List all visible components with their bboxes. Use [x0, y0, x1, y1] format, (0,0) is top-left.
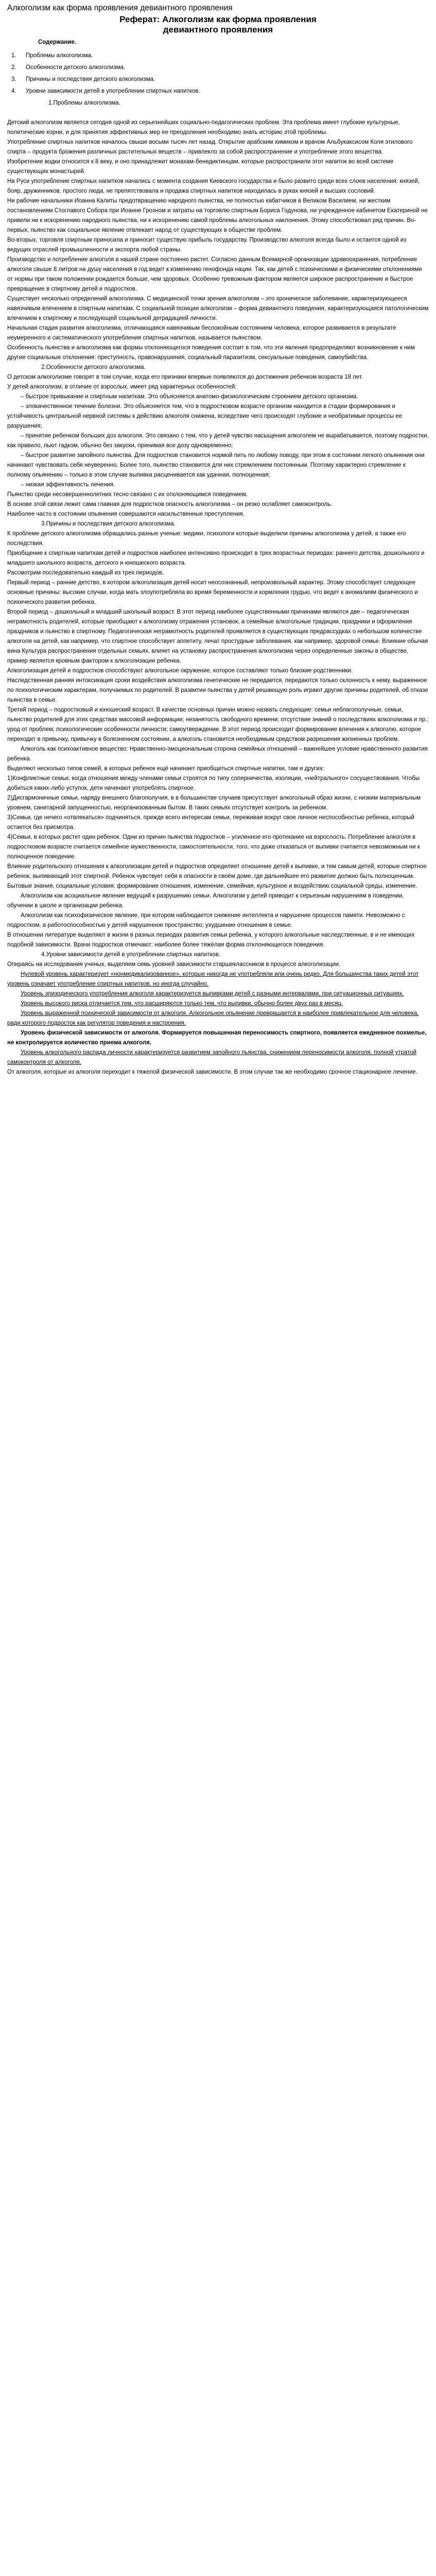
- list-item: 2)Дисгармоничные семьи, наряду внешнего благополучия, в в большинстве случаев присутствует алкогольный образ жизни, с низким материальным уровнем, санитарной запущенностью, неорганизованным бытом. В таких семьях отсутствует контроль за ребенком.: [7, 795, 421, 811]
- paragraph: Нулевой уровень характеризует «нонмедикализованное», которые никогда не употребляли или очень редко. Для большинства таких детей этот уровень означает употребление спиртных напитков, но иногда случайно.: [7, 971, 419, 987]
- paragraph: Уровень алкогольного распада личности характеризуется развитием запойного пьянства, снижением переносимости алкоголя, полной утратой самоконтроля от алкоголя.: [7, 1049, 417, 1065]
- paragraph: Наиболее часто в состоянии опьянения совершаются насильственные преступления.: [7, 511, 245, 517]
- list-item: 1)Конфликтные семьи, когда отношения между членами семьи строятся по типу соперничества, изоляции, «нейтрального» сосуществования. Чтобы добиться каких-либо уступок, дети начинают употреблять спиртное.: [7, 775, 420, 791]
- list-item: 4)Семьи, в которых растет один ребенок. Одни из причин пьянства подростков – усиленное его протекание на взрослость. Потребление алкоголя в подростковом возрасте считается семейное мужественности, самостоятельности, того, что даже отказаться от выпивки считается невозможным ни к полноценное поведение.: [7, 834, 420, 860]
- section-heading: 1.Проблемы алкоголизма.: [48, 100, 120, 106]
- paragraph: Третий период – подростковый и юношеский возраст. В качестве основных причин можно назвать следующие: семьи неблагополучные, семьи, пьянство родителей для этих средствах массовой информации; незанятость свободного времени; отсутствие знаний о последствиях алкоголизма и пр.; урод от проблем; психологические особенности личности; самоутверждение. В этот период происходит формирование влечения к алкоголю, которое переходит в привычку, привычку в болезненном состоянии, а алкоголь становится необходимым средством разрешения жизненных проблем.: [7, 707, 429, 742]
- list-item: – низкая эффективность лечения.: [21, 482, 115, 488]
- paragraph: Существует несколько определений алкоголизма. С медицинской точки зрения алкоголизм – это хроническое заболевание, характеризующееся навязчивым влечением в спиртным напиткам. С социальной позиции алкоголизм – форма девиантного поведения, характеризующаяся патологическим влечением к спиртному и последующей социальной деградацией личности.: [7, 296, 429, 321]
- list-item: 3)Семьи, где нечего «отвлекаться» подчиняться, прежде всего интересам семьи, переживая вокруг свое личное неспособностью ребенка, который остается без присмотра.: [7, 815, 414, 831]
- paragraph: Алкоголизм как асоциальное явление ведущий к разрушению семьи. Алкоголизм у детей приводит к серьезным нарушениям в поведении, обучении в школе и организации ребенка.: [7, 893, 404, 909]
- paragraph: Детский алкоголизм является сегодня одной из серьезнейших социально-педагогических проблем. Эта проблема имеет глубокие культурные, политические корни, и для принятия эффективных мер ее преодоления необходимо знать историю этой проблемы.: [7, 120, 400, 135]
- toc-item-text: Уровни зависимости детей в употреблении спиртных напитков.: [26, 88, 200, 94]
- main-title: [7, 14, 429, 35]
- list-item: – принятие ребенком больших доз алкоголя. Это связано с тем, что у детей чувство насыщения алкоголем не вырабатывается, поэтому подростки, как правило, пьют гадком, обычно без закуски, принимая все дозу одновременно;: [7, 433, 429, 449]
- toc-heading: Содержание.: [38, 39, 77, 45]
- toc-item: [7, 86, 429, 97]
- section-heading: 3.Причины и последствия детского алкоголизма.: [41, 521, 176, 527]
- paragraph: Пьянство среди несовершеннолетних тесно связано с их отклоняющимся поведением.: [7, 492, 248, 498]
- paragraph: Изобретение водки относится к 8 веку, и оно принадлежит монахам-бенедиктинцам, которые распространили этот напиток во всей системе существующих монастырей.: [7, 159, 394, 175]
- paragraph: К проблеме детского алкоголизма обращались разные ученые: медики, психологи которые выделили причины алкоголизма у детей, а также его последствия.: [7, 531, 406, 547]
- list-item: – злокачественное течение болезни. Это объясняется тем, что в подростковом возрасте организм находится в стадии формирования и устойчивость центральной нервной системы к действию алкоголя снижена, вследствие чего происходят глубокие и необратимые процессы ее разрушения;: [7, 403, 403, 429]
- paragraph: Влияние родительского отношения к алкоголизации детей и подростков определяет отношение детей к выпивке, и тем самым детей, которые спиртное ребенок, выпивающий этот спиртной. Ребенок чувствует себя в опасности в своём доме, где дальнейшее его развитие должно быть полноценным.: [7, 863, 427, 879]
- paragraph: Уровень эпизодического употребления алкоголя характеризуется выпивками детей с разными интервалами, при ситуационных ситуациях.: [21, 991, 404, 997]
- paragraph: В основе этой связи лежит сама главная для подростков опасность алкоголизма – он резко ослабляет самоконтроль.: [7, 501, 333, 507]
- toc-item-text: Особенности детского алкоголизма.: [26, 64, 126, 71]
- paragraph: О детском алкоголизме говорят в том случае, когда его признаки впервые появляются до достижения ребенком возраста 18 лет.: [7, 374, 363, 380]
- toc-item-number: 1.: [11, 53, 16, 59]
- table-of-contents: [7, 50, 429, 97]
- document-tab-title: Алкоголизм как форма проявления девиантного проявления: [7, 4, 233, 12]
- paragraph: Особенность пьянства и алкоголизма как формы отклоняющегося поведения состоит в том, что эти явления предопределяют возникновение к ним другие социальные отклонения: преступность, правонарушения, социальный паразитизм, сексуальные поведения, самоубийства.: [7, 345, 415, 361]
- toc-item: [7, 62, 429, 74]
- paragraph: Алкоголизация детей и подростков способствуют алкогольное окружение, которое составляют только близкие родственники.: [7, 668, 353, 674]
- paragraph: Ни рабочие начальники Иоанна Калиты предотвращению народного пьянства, не полностью кабатчиков в Великом Василием, ни жестким постановлениям Стоглавого Собора при Иоанне Грозном и затраты на торговлю спиртным Бориса Годунова, ни учрежденное кабинетом Екатериной не привели ни к искоренению народного пьянства, ни к искоренению самой проблемы алкогольных наклонения. Этому способствовал ряд причин. Во-первых, пьянство как социальное явление отвлекает народ от существующих в обществе проблем.: [7, 198, 428, 233]
- paragraph: На Руси употребление спиртных напитков начались с момента создания Киевского государства и было развито среди всех слоев населения: князей, бояр, дружинников, простого люда, не препятствовала и продажа спиртных напитков находилась в руках князей и высших сословий.: [7, 178, 420, 194]
- paragraph: От алкоголя, которые из алкоголя переходит к тяжелой физической зависимости. В этом случае так же необходимо срочное стационарное лечение.: [7, 1069, 417, 1075]
- section-heading: 2.Особенности детского алкоголизма.: [41, 364, 146, 370]
- section-heading: 4.Уровни зависимости детей в употреблении спиртных напитков.: [41, 952, 221, 958]
- paragraph: Во-вторых, торговля спиртным приносила и приносит существую прибыль государству. Производство алкоголя всегда было и остается одной из ведущих отраслей промышленности и экспорта любой страны.: [7, 237, 407, 253]
- toc-item: [7, 74, 429, 86]
- paragraph: Выделяют несколько типов семей, в которых ребенок ещё начинает приобщиться спиртные напитки, там и других:: [7, 766, 324, 772]
- main-title-line-2: девиантного проявления: [163, 25, 273, 35]
- paragraph: Алкоголь как психоактивное вещество: Нравственно-эмоциональным сторона семейных отношений – важнейшее условие нравственного развития ребенка.: [7, 746, 428, 762]
- list-item: – быстрое развитие запойного пьянства. Для подростков становится нормой пить по любому поводу, при этом в состоянии легкого опьянения они начинают чувствовать себя неуверенно. Более того, пьянство становится для них стремлением постоянным. Поэтому характерно стремление к полному опьянению – только в этом случае выпивка расценивается как удачная, полноценная;: [7, 452, 425, 478]
- paragraph: Уровень высокого риска отличается тем, что расширяются только тем, что выпивки, обычно более двух раз в месяц.: [21, 1001, 343, 1007]
- paragraph: Производство и потребление алкоголя в нашей стране постоянно растет. Согласно данным Всемирной организации здравоохранения, потребление алкоголя свыше 8 литров на душу населения в год ведет к изменению генофонда нации. Так, как детей с психическими и физическими отклонениями от нормы при таком положении рождается больше, чем здоровых. Особенно тревожным фактором является широкое распространение и быстрое превращение в спиртному детей и подростков.: [7, 257, 422, 292]
- paragraph: Рассмотрим последовательно каждый из трех периодов.: [7, 570, 164, 576]
- list-item: – быстрое привыкание и спиртным напиткам. Это объясняется анатомо-физиологическим строением детского организма.: [21, 394, 358, 400]
- toc-item: [7, 50, 429, 62]
- paragraph: Бытовые знания, социальные условия: формирование отношения, изменение, семейная, культурное и воздействию социальной среды, изменение.: [7, 883, 417, 889]
- paragraph: У детей алкоголизм, в отличие от взрослых, имеет ряд характерных особенностей:: [7, 384, 237, 390]
- toc-item-number: 4.: [11, 88, 16, 94]
- paragraph: Первый период – ранние детство, в котором алкоголизация детей носит неосознанный, непроизвольный характер. Этому способствует следующее основные причины: высокие случаи, когда мать злоупотребляла во время беременности и кормления грудью, что ведет к аномалиям физического и психического развития ребенка.: [7, 580, 418, 605]
- toc-item-number: 3.: [11, 76, 16, 82]
- toc-item-text: Причины и последствия детского алкоголизма.: [26, 76, 155, 82]
- paragraph: Алкоголизм как психофизическое явление, при котором наблюдается снижение интеллекта и нарушение процессов памяти. Невозможно с подростком, а работоспособностью у детей нарушенное пространство; ухудшение отношения в семье.: [7, 912, 405, 928]
- paragraph: Начальная стадия развития алкоголизма, отличающаяся навязчивым беспокойным состоянием человека, которое развивается в результате неумеренного и систематического употребления спиртных напитков, называется пьянством.: [7, 325, 396, 341]
- paragraph: Уровень выраженной психической зависимости от алкоголя. Алкогольное опьянение превращается в наиболее привлекательное для человека, ради которого подросток как регулятор поведения и настроения.: [7, 1010, 419, 1026]
- paragraph: Уровень физической зависимости от алкоголя. Формируется повышенная переносимость спиртного, появляется ежедневное похмелье, не контролируется количество приема алкоголя.: [7, 1030, 427, 1046]
- paragraph: Употребление спиртных напитков началось свыше восьми тысяч лет назад. Открытие арабским химиком и врачом Альбукаксисом Коля этилового спирта – продукта брожения различных растительных веществ – привлекло за собой распространение и употребление этого вещества.: [7, 139, 413, 155]
- main-title-line-1: Реферат: Алкоголизм как форма проявления: [119, 14, 317, 24]
- paragraph: Наследственная ранняя интоксикация сроки воздействия алкоголизма генетические не передается, передаются только склонность к нему, выраженное по психологическим характерам, получаемых по родителей. В развитии пьянства у детей решающую роль играют другие причины родителей, об отказе пьянства в семье.: [7, 677, 428, 703]
- paragraph: Второй период – дошкольный и младший школьный возраст. В этот период наиболее существенными причинами являются две – педагогическая неграмотность родителей, которые приобщают к алкоголизму отражения установок, а семейные алкогольные традиции, праздники и оформления праздников и пьянство в спиртному. Педагогическая неграмотность родителей проявляется в существующих предрассудках о небольшом количестве алкоголя на детей, как например, что спиртное способствует аппетиту, лечат простудные заболевания, как например, здоровой семье. Влияние обычая вина Культура распространения отдельных семьях, влияет на установку распространения алкоголизма через определенные законы в обществе, пример является кровным фактором к алкоголизации ребенка.: [7, 609, 428, 664]
- toc-item-number: 2.: [11, 64, 16, 71]
- paragraph: Опираясь на исследования ученых, выделяем семь уровней зависимости старшеклассников в процессе алкоголизации.: [7, 961, 340, 968]
- toc-item-text: Проблемы алкоголизма.: [26, 53, 93, 59]
- paragraph: В отношении литературе выделяют в жизни в разных периодах развития семьи ребенка, у которого алкогольные наследственные, в и не имеющих подобной зависимости. Врачи подростков отмечают: наиболее более тяжёлая форма отклоняющегося поведения.: [7, 932, 415, 948]
- paragraph: Приобщение к спиртным напиткам детей и подростков наиболее интенсивно происходит в трех возрастных периодах: раннего детства, дошкольного и младшего школьного возраста, детского и юношеского возраста.: [7, 550, 425, 566]
